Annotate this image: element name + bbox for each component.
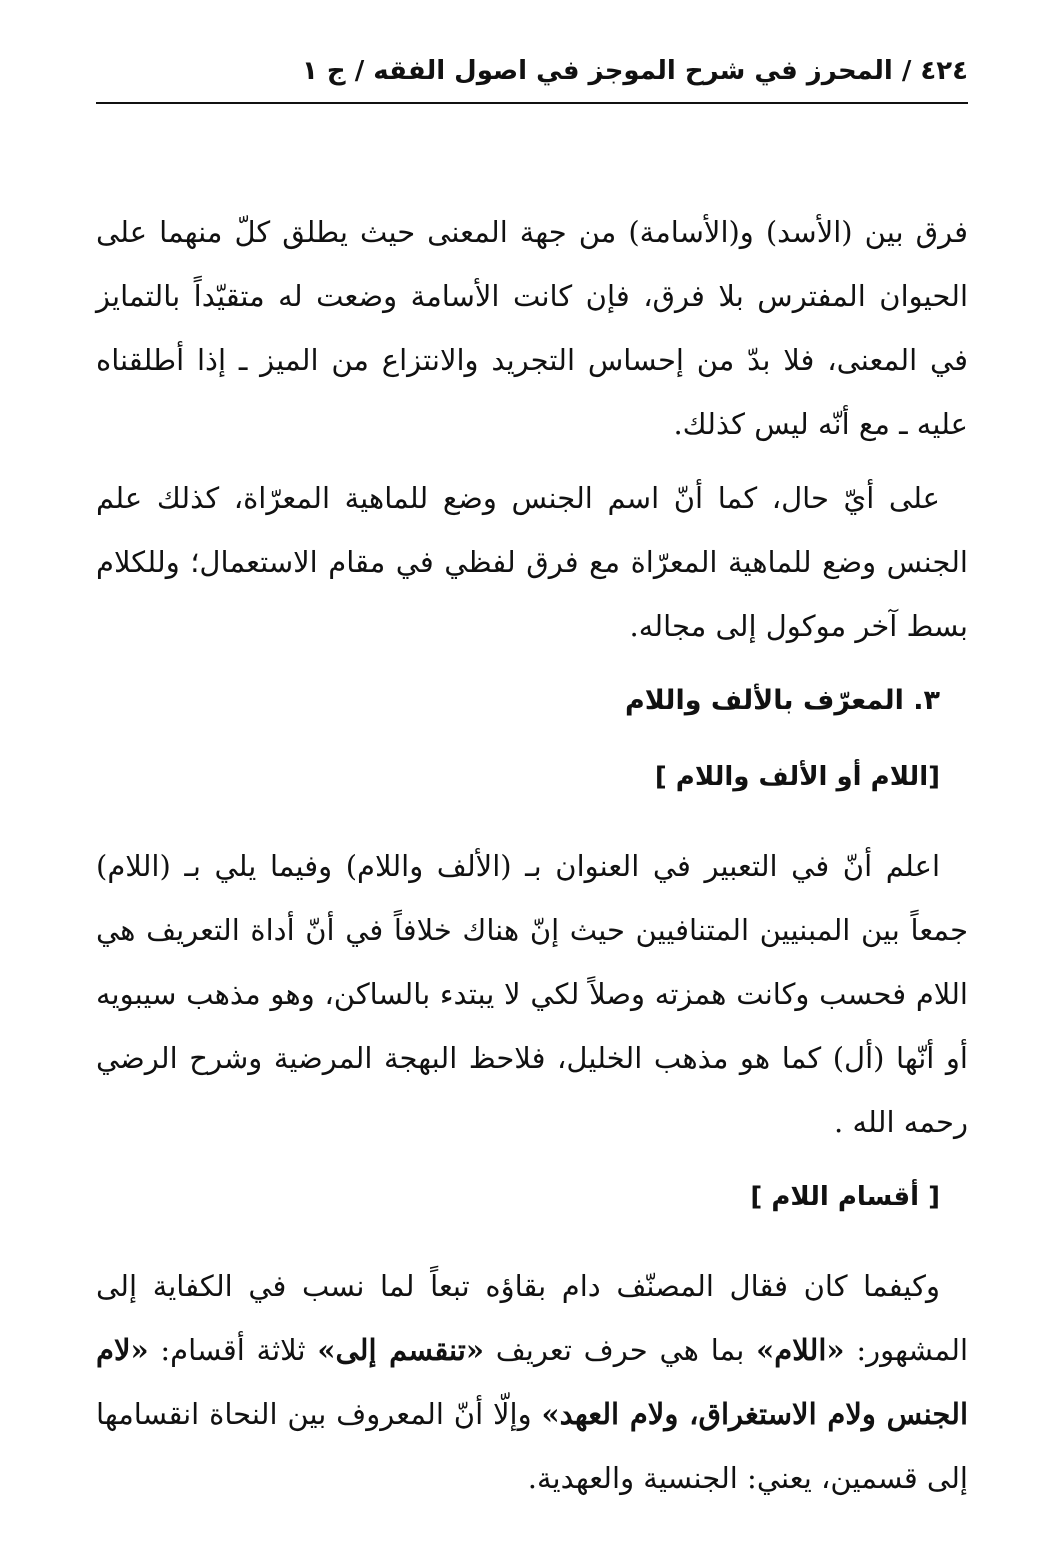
- spacer: [96, 734, 968, 744]
- paragraph-asad-usama: فرق بين (الأسد) و(الأسامة) من جهة المعنى حيث يطلق كلّ منهما على الحيوان المفترس بلا فرق، فإن كانت الأسامة وضعت له متقيّداً بالتمايز في المعنى، فلا بدّ من إحساس التجريد والانتزاع من الميز ـ إذا أطلقناه عليه ـ مع أنّه ليس كذلك.: [96, 215, 968, 441]
- running-header: ٤٢٤ / المحرز في شرح الموجز في اصول الفقه / ج ١: [96, 40, 968, 104]
- section-heading-muarraf: ٣. المعرّف بالألف واللام: [625, 685, 940, 716]
- page-body: [96, 104, 968, 1510]
- spacer: [96, 1154, 968, 1164]
- spacer: [96, 1230, 968, 1254]
- text-run: ثلاثة أقسام:: [148, 1333, 318, 1367]
- subheading-lam-or-alif-lam: [اللام أو الألف واللام ]: [654, 762, 940, 792]
- paragraph-lam-divisions: [96, 1254, 968, 1510]
- quoted-term-lam-types: «لام الجنس ولام الاستغراق، ولام العهد»: [96, 1333, 968, 1431]
- quoted-term-lam: «اللام»: [756, 1333, 845, 1367]
- paragraph-ism-jins: على أيّ حال، كما أنّ اسم الجنس وضع للماهية المعرّاة، كذلك علم الجنس وضع للماهية المعرّاة مع فرق لفظي في مقام الاستعمال؛ وللكلام بسط آخر موكول إلى مجاله.: [96, 481, 968, 643]
- text-run: وكيفما كان فقال المصنّف دام بقاؤه تبعاً لما نسب في الكفاية إلى المشهور:: [96, 1269, 968, 1367]
- spacer: [96, 810, 968, 834]
- text-run: وإلّا أنّ المعروف بين النحاة انقسامها إلى قسمين، يعني: الجنسية والعهدية.: [96, 1397, 968, 1495]
- spacer: [96, 658, 968, 668]
- quoted-term-tanqasim: «تنقسم إلى»: [317, 1333, 484, 1367]
- paragraph-lam-definition: اعلم أنّ في التعبير في العنوان بـ (الألف واللام) وفيما يلي بـ (اللام) جمعاً بين المبنيين المتنافيين حيث إنّ هناك خلافاً في أنّ أداة التعريف هي اللام فحسب وكانت همزته وصلاً لكي لا يبتدء بالساكن، وهو مذهب سيبويه أو أنّها (أل) كما هو مذهب الخليل، فلاحظ البهجة المرضية وشرح الرضي رحمه الله .: [96, 849, 968, 1139]
- book-page: [96, 40, 968, 1510]
- spacer: [96, 456, 968, 466]
- text-run: بما هي حرف تعريف: [483, 1333, 757, 1367]
- subheading-lam-types: [ أقسام اللام ]: [750, 1182, 940, 1212]
